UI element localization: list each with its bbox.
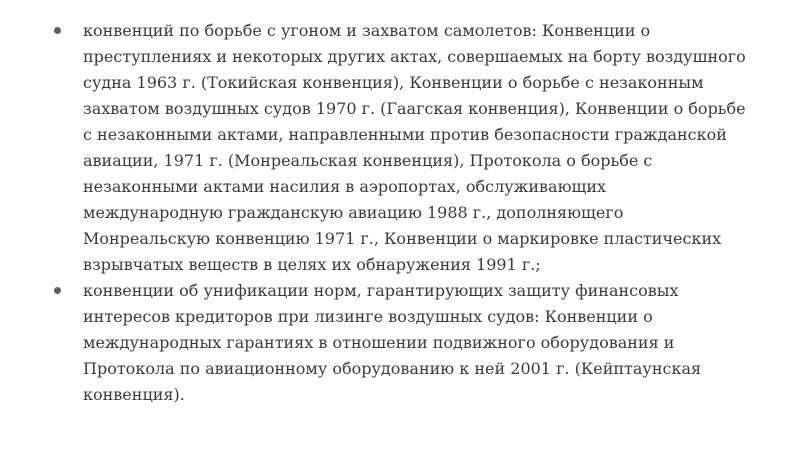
bullet-dot-icon <box>54 287 61 294</box>
list-item <box>50 18 750 278</box>
list-item <box>50 278 750 408</box>
bullet-list <box>50 18 750 408</box>
list-item-text: конвенций по борьбе с угоном и захватом самолетов: Конвенции о преступлениях и некоторых других актах, совершаемых на борту воздушного судна 1963 г. (Токийская конвенция), Конвенции о борьбе с незаконным захватом воздушных судов 1970 г. (Гаагская конвенция), Конвенции о борьбе с незаконными актами, направленными против безопасности гражданской авиации, 1971 г. (Монреальская конвенция), Протокола о борьбе с незаконными актами насилия в аэропортах, обслуживающих международную гражданскую авиацию 1988 г., дополняющего Монреальскую конвенцию 1971 г., Конвенции о маркировке пластических взрывчатых веществ в целях их обнаружения 1991 г.; <box>83 21 746 274</box>
list-item-text: конвенции об унификации норм, гарантирующих защиту финансовых интересов кредиторов при лизинге воздушных судов: Конвенции о международных гарантиях в отношении подвижного оборудования и Протокола по авиационному оборудованию к ней 2001 г. (Кейптаунская конвенция). <box>83 281 702 404</box>
bullet-dot-icon <box>54 27 61 34</box>
